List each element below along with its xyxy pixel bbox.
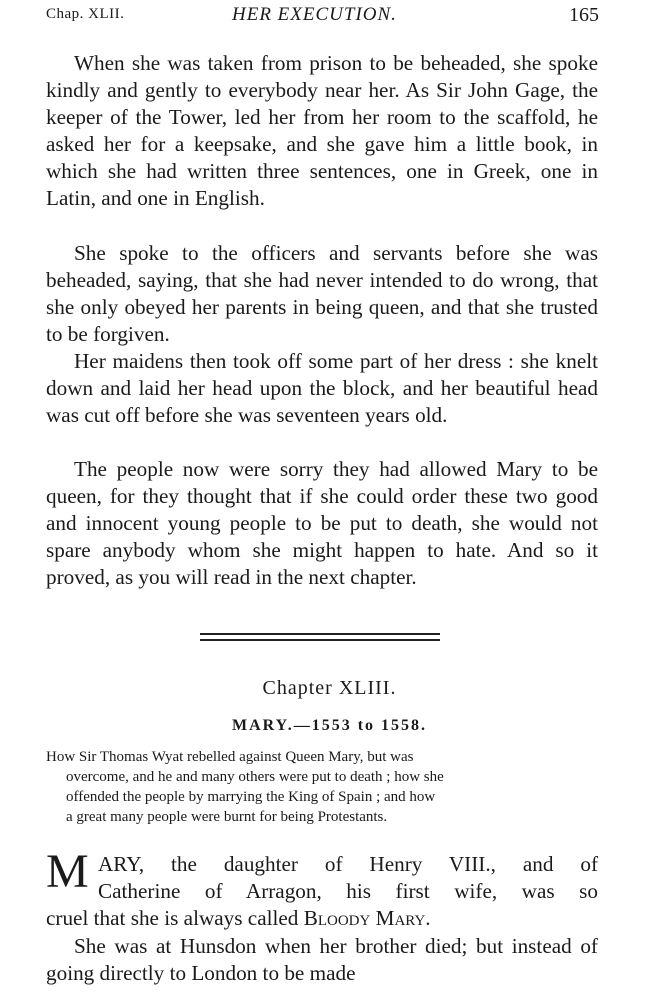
opening-line-3	[46, 905, 598, 932]
divider-line-top	[200, 633, 440, 635]
summary-line: How Sir Thomas Wyat rebelled against Queen Mary, but was	[46, 749, 414, 765]
page-number: 165	[569, 4, 599, 26]
paragraph-2: She spoke to the officers and servants before she was beheaded, saying, that she had never intended to do wrong, that she only obeyed her parents in being queen, and that she trusted to be forgiven.	[46, 241, 598, 346]
paragraph-3: Her maidens then took off some part of her dress : she knelt down and laid her head upon the block, and her beautiful head was cut off before she was seventeen years old.	[46, 349, 598, 427]
drop-cap: M	[46, 845, 89, 898]
chapter-summary	[46, 747, 596, 827]
opening-line-3-suffix: .	[425, 906, 431, 930]
section-divider	[200, 633, 440, 642]
opening-line-3-prefix: cruel that she is always called	[46, 906, 304, 930]
chapter-subtitle: MARY.—1553 to 1558.	[231, 717, 428, 734]
summary-line: overcome, and he and many others were put to death ; how she	[66, 769, 444, 785]
summary-line: offended the people by marrying the King of Spain ; and how	[66, 789, 436, 805]
paragraph-1: When she was taken from prison to be beheaded, she spoke kindly and gently to everybody near her. As Sir John Gage, the keeper of the Tower, led her from her room to the scaffold, he asked her for a keepsake, and she gave him a little book, in which she had written three sentences, one in Greek, one in Latin, and one in English.	[46, 51, 598, 210]
opening-line-1: ARY, the daughter of Henry VIII., and of	[98, 852, 598, 876]
chapter-title: Chapter XLIII.	[262, 677, 397, 699]
paragraph-4: The people now were sorry they had allowed Mary to be queen, for they thought that if she could order these two good and innocent young people to be put to death, she would not spare anybody whom she might happen to hate. And so it proved, as you will read in the next chapter.	[46, 457, 598, 589]
bloody-mary-name: Bloody Mary	[303, 906, 426, 930]
opening-line-2: Catherine of Arragon, his first wife, was so	[98, 879, 598, 903]
divider-line-bottom	[200, 639, 440, 641]
paragraph-6: She was at Hunsdon when her brother died; but instead of going directly to London to be made	[46, 934, 598, 985]
header-title: HER EXECUTION.	[232, 4, 397, 25]
summary-line: a great many people were burnt for being Protestants.	[66, 809, 388, 825]
running-header	[46, 4, 599, 28]
header-chapter: Chap. XLII.	[46, 6, 125, 22]
